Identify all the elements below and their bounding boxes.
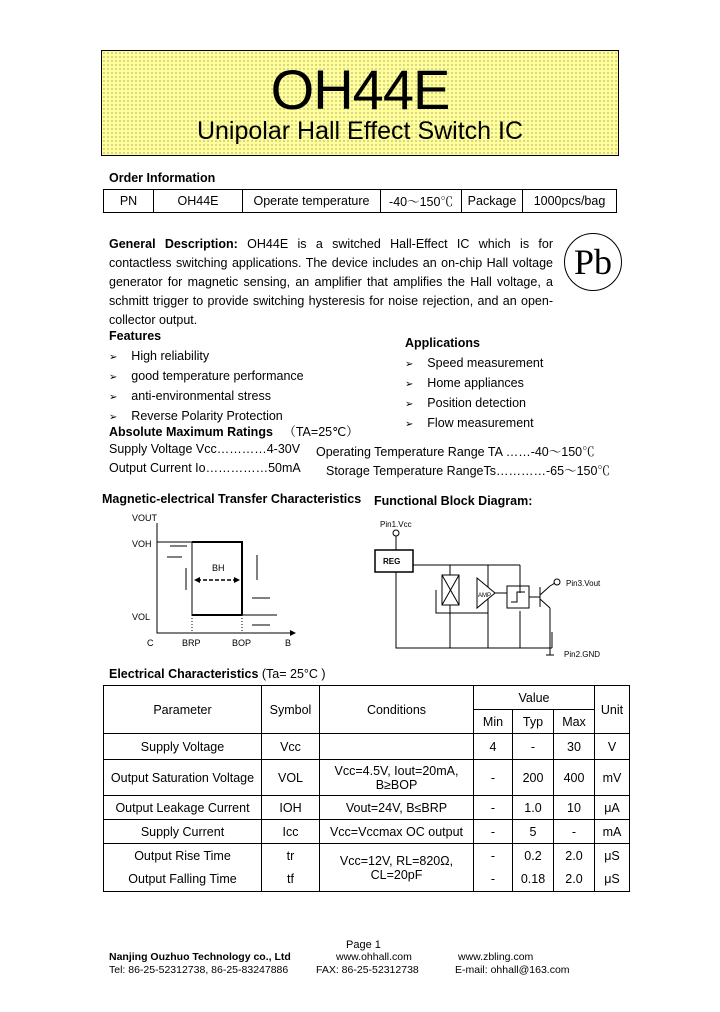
cell-max: 30 xyxy=(554,734,595,760)
label-reg: REG xyxy=(383,557,401,566)
cell-parameter: Supply Voltage xyxy=(104,734,262,760)
cell-conditions xyxy=(320,734,474,760)
label-pin3: Pin3.Vout xyxy=(566,579,601,588)
label-vol: VOL xyxy=(132,612,151,622)
label-brp: BRP xyxy=(182,638,201,648)
cell-conditions: Vcc=12V, RL=820Ω, CL=20pF xyxy=(320,844,474,892)
table-row xyxy=(104,796,630,820)
description-text: OH44E is a switched Hall-Effect IC which is for contactless switching applications. The device includes an on-chip Hall voltage generator for magnetic sensing, an amplifier that amplifies the Hall voltage, a schmitt trigger to provide switching hysteresis for noise rejection, and an open-collector output. xyxy=(109,237,553,327)
cell-parameter: Output Rise Time xyxy=(104,844,262,868)
arrow-bullet-icon: ➢ xyxy=(405,399,414,410)
title-box xyxy=(101,50,619,156)
cell-typ: - xyxy=(513,734,554,760)
table-row xyxy=(104,844,630,868)
ratings-heading-line xyxy=(109,422,359,440)
label-bop: BOP xyxy=(232,638,252,648)
feature-text: good temperature performance xyxy=(131,369,304,383)
cell-unit: V xyxy=(595,734,630,760)
arrow-bullet-icon: ➢ xyxy=(405,419,414,430)
order-heading: Order Information xyxy=(109,171,216,185)
electrical-characteristics-table xyxy=(103,685,630,892)
cell-parameter: Output Saturation Voltage xyxy=(104,760,262,796)
cell-max: 2.0 xyxy=(554,868,595,892)
features-list xyxy=(109,347,304,427)
cell-typ: 200 xyxy=(513,760,554,796)
general-description xyxy=(109,235,553,330)
list-item xyxy=(109,367,304,387)
cell-min: - xyxy=(474,820,513,844)
table-row xyxy=(104,734,630,760)
header-conditions: Conditions xyxy=(320,686,474,734)
order-cell: OH44E xyxy=(154,190,243,213)
list-item xyxy=(109,347,304,367)
cell-parameter: Output Falling Time xyxy=(104,868,262,892)
arrow-bullet-icon: ➢ xyxy=(109,412,118,423)
order-cell: 1000pcs/bag xyxy=(523,190,617,213)
order-cell: Operate temperature xyxy=(243,190,381,213)
cell-symbol: tf xyxy=(262,868,320,892)
cell-unit: μS xyxy=(595,844,630,868)
application-text: Home appliances xyxy=(427,376,524,390)
cell-symbol: Icc xyxy=(262,820,320,844)
header-parameter: Parameter xyxy=(104,686,262,734)
table-row xyxy=(104,820,630,844)
table-header-row xyxy=(104,686,630,710)
cell-max: 10 xyxy=(554,796,595,820)
cell-symbol: VOL xyxy=(262,760,320,796)
label-b: B xyxy=(285,638,292,648)
feature-text: High reliability xyxy=(131,349,210,363)
cell-parameter: Output Leakage Current xyxy=(104,796,262,820)
electrical-condition: (Ta= 25°C ) xyxy=(261,667,326,681)
website-link[interactable]: www.zbling.com xyxy=(458,951,534,963)
rating-operating-temp: Operating Temperature Range TA ……-40～150℃ xyxy=(316,445,595,459)
order-table xyxy=(103,189,617,213)
arrow-bullet-icon: ➢ xyxy=(109,372,118,383)
application-text: Position detection xyxy=(427,396,526,410)
label-bh: BH xyxy=(212,563,225,573)
label-vout: VOUT xyxy=(132,513,158,523)
page-subtitle: Unipolar Hall Effect Switch IC xyxy=(196,117,524,145)
transfer-curve xyxy=(157,523,290,633)
header-min: Min xyxy=(474,710,513,734)
table-row xyxy=(104,190,617,213)
fax: FAX: 86-25-52312738 xyxy=(316,964,419,976)
application-text: Flow measurement xyxy=(427,416,534,430)
label-pin1: Pin1.Vcc xyxy=(380,520,412,529)
cell-symbol: IOH xyxy=(262,796,320,820)
rating-storage-temp: Storage Temperature RangeTs…………-65～150℃ xyxy=(326,464,610,478)
cell-min: - xyxy=(474,796,513,820)
cell-typ: 5 xyxy=(513,820,554,844)
cell-unit: mA xyxy=(595,820,630,844)
cell-unit: μA xyxy=(595,796,630,820)
page-number: Page 1 xyxy=(346,939,381,951)
cell-conditions: Vout=24V, B≤BRP xyxy=(320,796,474,820)
website-link[interactable]: www.ohhall.com xyxy=(336,951,412,963)
header-symbol: Symbol xyxy=(262,686,320,734)
cell-typ: 1.0 xyxy=(513,796,554,820)
cell-min: - xyxy=(474,868,513,892)
cell-unit: mV xyxy=(595,760,630,796)
cell-symbol: tr xyxy=(262,844,320,868)
feature-text: Reverse Polarity Protection xyxy=(131,409,283,423)
rating-supply-voltage: Supply Voltage Vcc…………4-30V xyxy=(109,442,301,456)
cell-typ: 0.2 xyxy=(513,844,554,868)
feature-text: anti-environmental stress xyxy=(131,389,271,403)
cell-parameter: Supply Current xyxy=(104,820,262,844)
company-name: Nanjing Ouzhuo Technology co., Ltd xyxy=(109,951,291,963)
arrow-bullet-icon: ➢ xyxy=(109,352,118,363)
list-item xyxy=(109,387,304,407)
label-amp: AMP xyxy=(478,593,492,599)
arrow-bullet-icon: ➢ xyxy=(405,379,414,390)
header-typ: Typ xyxy=(513,710,554,734)
cell-max: - xyxy=(554,820,595,844)
rating-output-current: Output Current Io……………50mA xyxy=(109,461,301,475)
order-cell: -40～150℃ xyxy=(381,190,462,213)
applications-list xyxy=(405,354,543,434)
arrow-bullet-icon: ➢ xyxy=(109,392,118,403)
features-heading: Features xyxy=(109,329,162,343)
block-diagram-heading: Functional Block Diagram: xyxy=(374,494,533,508)
order-cell: Package xyxy=(462,190,523,213)
arrow-bullet-icon: ➢ xyxy=(405,359,414,370)
cell-unit: μS xyxy=(595,868,630,892)
cell-min: - xyxy=(474,760,513,796)
transfer-characteristic-diagram xyxy=(100,505,360,655)
cell-typ: 0.18 xyxy=(513,868,554,892)
label-pin2: Pin2.GND xyxy=(564,650,601,659)
cell-conditions: Vcc=4.5V, Iout=20mA, B≥BOP xyxy=(320,760,474,796)
table-row xyxy=(104,760,630,796)
list-item xyxy=(405,394,543,414)
transfer-heading: Magnetic-electrical Transfer Characteristics xyxy=(102,492,362,506)
cell-min: 4 xyxy=(474,734,513,760)
pb-free-logo: Pb xyxy=(564,233,622,291)
list-item xyxy=(405,374,543,394)
ratings-condition: （TA=25℃） xyxy=(283,425,359,439)
cell-max: 2.0 xyxy=(554,844,595,868)
applications-heading: Applications xyxy=(405,336,481,350)
order-cell: PN xyxy=(104,190,154,213)
label-voh: VOH xyxy=(132,539,152,549)
list-item xyxy=(405,354,543,374)
header-value: Value xyxy=(474,686,595,710)
electrical-heading: Electrical Characteristics xyxy=(109,667,259,681)
cell-min: - xyxy=(474,844,513,868)
functional-block-diagram xyxy=(370,515,620,665)
telephone: Tel: 86-25-52312738, 86-25-83247886 xyxy=(109,964,289,976)
email[interactable]: E-mail: ohhall@163.com xyxy=(455,964,570,976)
page-title: OH44E xyxy=(270,58,450,121)
electrical-heading-line xyxy=(109,667,326,681)
cell-max: 400 xyxy=(554,760,595,796)
cell-conditions: Vcc=Vccmax OC output xyxy=(320,820,474,844)
list-item xyxy=(405,414,543,434)
header-unit: Unit xyxy=(595,686,630,734)
ratings-heading: Absolute Maximum Ratings xyxy=(109,425,273,439)
description-label: General Description: xyxy=(109,237,238,251)
application-text: Speed measurement xyxy=(427,356,544,370)
cell-symbol: Vcc xyxy=(262,734,320,760)
header-max: Max xyxy=(554,710,595,734)
arrow-heads xyxy=(194,577,296,636)
label-origin: C xyxy=(147,638,154,648)
